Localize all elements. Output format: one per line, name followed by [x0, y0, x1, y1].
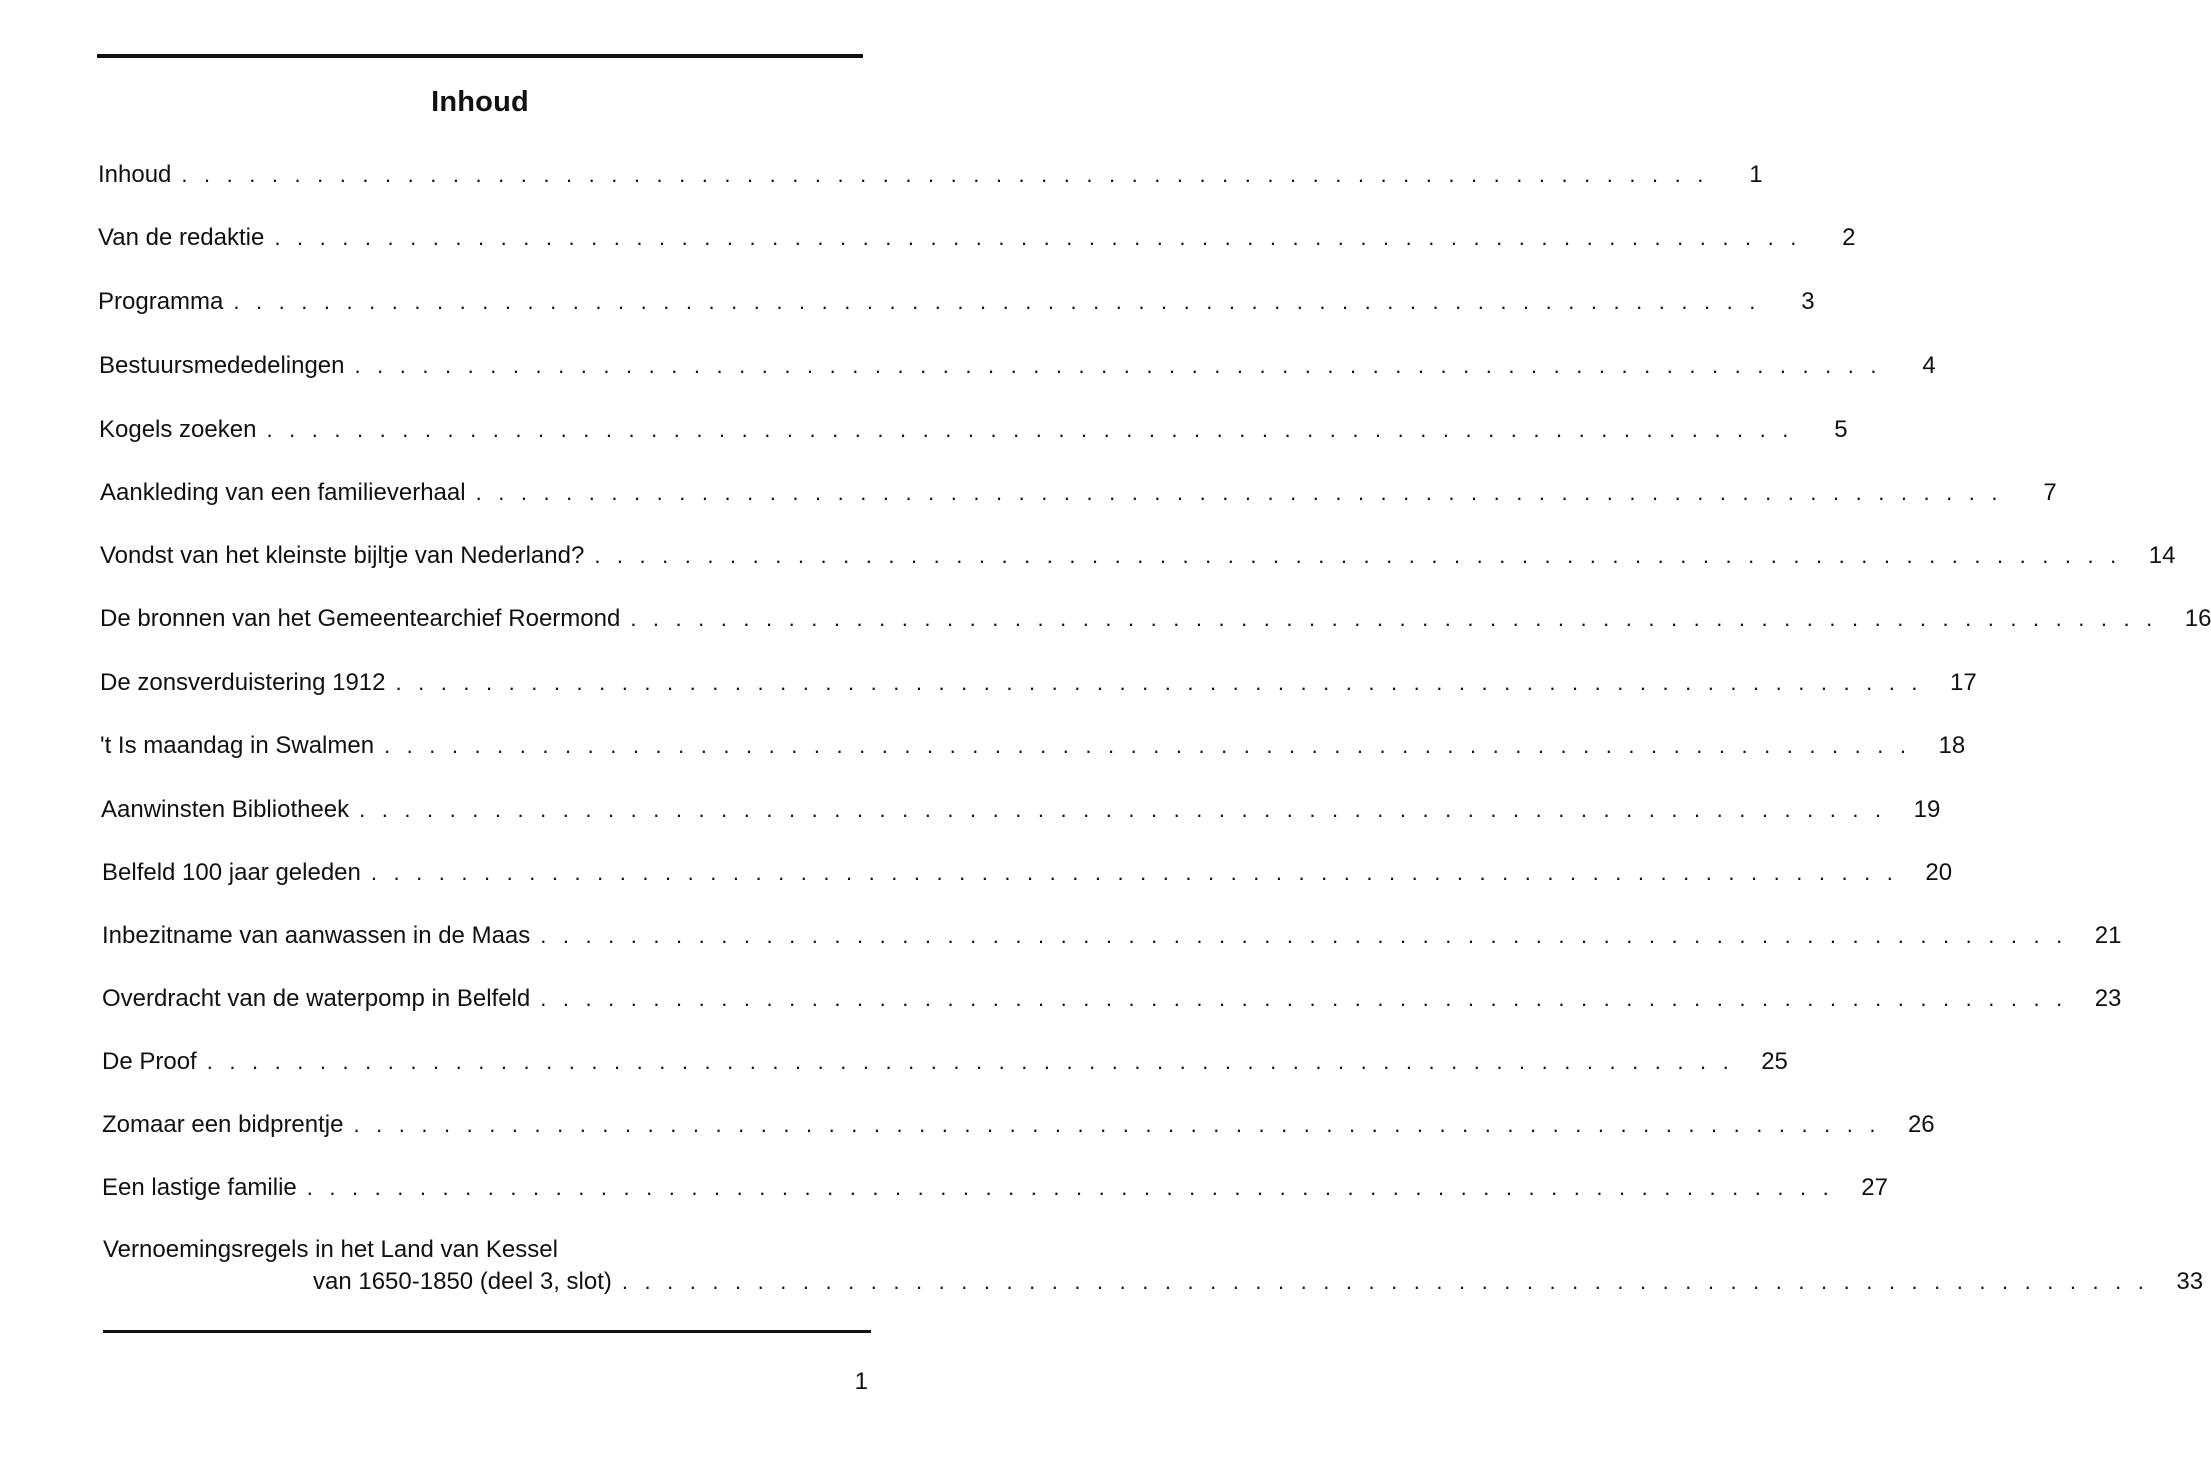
toc-entry	[98, 223, 1856, 253]
toc-entry	[100, 604, 2211, 634]
dot-leader: . . . . . . . . . . . . . . . . . . . . . . . . . . . . . . . . . . . . . . . . . . . . . . . . . . . . . . . . . . . . . . . . . . . .	[274, 225, 1802, 250]
toc-entry-page: 25	[1761, 1048, 1788, 1075]
dot-leader: . . . . . . . . . . . . . . . . . . . . . . . . . . . . . . . . . . . . . . . . . . . . . . . . . . . . . . . . . . . . . . . . . . . .	[621, 1269, 2150, 1294]
toc-entry-title: Programma	[98, 288, 224, 315]
dot-leader: . . . . . . . . . . . . . . . . . . . . . . . . . . . . . . . . . . . . . . . . . . . . . . . . . . . . . . . . . . . . . . . . . . . .	[353, 1112, 1881, 1137]
toc-entry-title: Vondst van het kleinste bijltje van Nederland?	[100, 542, 585, 569]
toc-entry	[98, 160, 1763, 190]
toc-entry-page: 17	[1949, 669, 1977, 696]
dot-leader: . . . . . . . . . . . . . . . . . . . . . . . . . . . . . . . . . . . . . . . . . . . . . . . . . . . . . . . . . . . . . . . . . . . .	[630, 606, 2158, 631]
dot-leader: . . . . . . . . . . . . . . . . . . . . . . . . . . . . . . . . . . . . . . . . . . . . . . . . . . . . . . . . . . . . . . . . . . . .	[594, 543, 2122, 568]
toc-entry-title: Van de redaktie	[98, 224, 265, 251]
toc-entry-title-line2-row	[103, 1267, 2204, 1297]
toc-entry-page: 26	[1907, 1111, 1935, 1138]
toc-entry	[100, 541, 2176, 571]
toc-entry-page: 23	[2094, 985, 2122, 1012]
toc-entry-page: 20	[1925, 859, 1953, 886]
dot-leader: . . . . . . . . . . . . . . . . . . . . . . . . . . . . . . . . . . . . . . . . . . . . . . . . . . . . . . . . . . . . . . . . . . . .	[540, 923, 2068, 948]
toc-entry-title: Een lastige familie	[102, 1174, 297, 1201]
toc-entry	[100, 668, 1977, 698]
toc-entry	[99, 351, 1936, 381]
toc-entry-page: 7	[2043, 479, 2057, 506]
toc-entry-page: 3	[1801, 288, 1815, 315]
toc-entry-page: 27	[1861, 1174, 1888, 1201]
toc-entry-title: Aanwinsten Bibliotheek	[101, 796, 350, 823]
toc-entry-page: 21	[2094, 922, 2122, 949]
dot-leader: . . . . . . . . . . . . . . . . . . . . . . . . . . . . . . . . . . . . . . . . . . . . . . . . . . . . . . . . . . . . . . . . . . . .	[181, 162, 1709, 187]
dot-leader: . . . . . . . . . . . . . . . . . . . . . . . . . . . . . . . . . . . . . . . . . . . . . . . . . . . . . . . . . . . . . . . . . . . .	[475, 480, 2003, 505]
toc-entry-page: 4	[1922, 352, 1936, 379]
dot-leader: . . . . . . . . . . . . . . . . . . . . . . . . . . . . . . . . . . . . . . . . . . . . . . . . . . . . . . . . . . . . . . . . . . . .	[306, 1175, 1834, 1200]
toc-entry-two-line	[103, 1235, 2204, 1297]
page-title: Inhoud	[431, 86, 529, 118]
toc-entry	[101, 795, 1941, 825]
toc-entry-title: Zomaar een bidprentje	[102, 1111, 344, 1138]
toc-entry-title: Kogels zoeken	[99, 416, 257, 443]
page-number: 1	[854, 1368, 868, 1395]
toc-entry	[102, 984, 2122, 1014]
toc-entry-page: 16	[2184, 605, 2211, 632]
toc-entry	[102, 1110, 1935, 1140]
toc-entry-page: 5	[1834, 416, 1848, 443]
toc-entry	[98, 287, 1815, 317]
toc-entry-page: 14	[2148, 542, 2176, 569]
dot-leader: . . . . . . . . . . . . . . . . . . . . . . . . . . . . . . . . . . . . . . . . . . . . . . . . . . . . . . . . . . . . . . . . . . . .	[540, 986, 2068, 1011]
dot-leader: . . . . . . . . . . . . . . . . . . . . . . . . . . . . . . . . . . . . . . . . . . . . . . . . . . . . . . . . . . . . . . . . . . . .	[359, 797, 1887, 822]
toc-entry-title-line2: van 1650-1850 (deel 3, slot)	[313, 1268, 612, 1295]
toc-entry-page: 18	[1938, 732, 1966, 759]
toc-entry-title: Aankleding van een familieverhaal	[100, 479, 466, 506]
dot-leader: . . . . . . . . . . . . . . . . . . . . . . . . . . . . . . . . . . . . . . . . . . . . . . . . . . . . . . . . . . . . . . . . . . . .	[395, 670, 1923, 695]
toc-entry	[102, 1173, 1888, 1203]
dot-leader: . . . . . . . . . . . . . . . . . . . . . . . . . . . . . . . . . . . . . . . . . . . . . . . . . . . . . . . . . . . . . . . . . . . .	[370, 860, 1899, 885]
toc-entry	[100, 731, 1966, 761]
toc-entry-title: Inhoud	[98, 161, 172, 188]
toc-entry	[102, 858, 1953, 888]
toc-entry	[102, 921, 2122, 951]
toc-entry-title: De zonsverduistering 1912	[100, 669, 386, 696]
toc-entry-title: De Proof	[102, 1048, 197, 1075]
dot-leader: . . . . . . . . . . . . . . . . . . . . . . . . . . . . . . . . . . . . . . . . . . . . . . . . . . . . . . . . . . . . . . . . . . . .	[266, 417, 1794, 442]
toc-entry-page: 1	[1749, 161, 1763, 188]
bottom-rule	[103, 1330, 871, 1333]
dot-leader: . . . . . . . . . . . . . . . . . . . . . . . . . . . . . . . . . . . . . . . . . . . . . . . . . . . . . . . . . . . . . . . . . . . .	[233, 289, 1761, 314]
toc-entry-page: 19	[1913, 796, 1941, 823]
toc-entry-title: 't Is maandag in Swalmen	[100, 732, 375, 759]
dot-leader: . . . . . . . . . . . . . . . . . . . . . . . . . . . . . . . . . . . . . . . . . . . . . . . . . . . . . . . . . . . . . . . . . . . .	[206, 1049, 1734, 1074]
toc-entry-title: De bronnen van het Gemeentearchief Roermond	[100, 605, 621, 632]
dot-leader: . . . . . . . . . . . . . . . . . . . . . . . . . . . . . . . . . . . . . . . . . . . . . . . . . . . . . . . . . . . . . . . . . . . .	[384, 733, 1912, 758]
toc-entry	[99, 415, 1848, 445]
toc-entry-title: Belfeld 100 jaar geleden	[102, 859, 361, 886]
toc-entry-title: Overdracht van de waterpomp in Belfeld	[102, 985, 531, 1012]
toc-entry	[102, 1047, 1788, 1077]
toc-entry-page: 2	[1842, 224, 1856, 251]
toc-entry-title: Bestuursmededelingen	[99, 352, 345, 379]
toc-entry-title: Inbezitname van aanwassen in de Maas	[102, 922, 531, 949]
toc-entry-page: 33	[2176, 1268, 2204, 1295]
dot-leader: . . . . . . . . . . . . . . . . . . . . . . . . . . . . . . . . . . . . . . . . . . . . . . . . . . . . . . . . . . . . . . . . . . . .	[354, 353, 1882, 378]
toc-entry-title-line1: Vernoemingsregels in het Land van Kessel	[103, 1236, 558, 1263]
toc-entry	[100, 478, 2057, 508]
